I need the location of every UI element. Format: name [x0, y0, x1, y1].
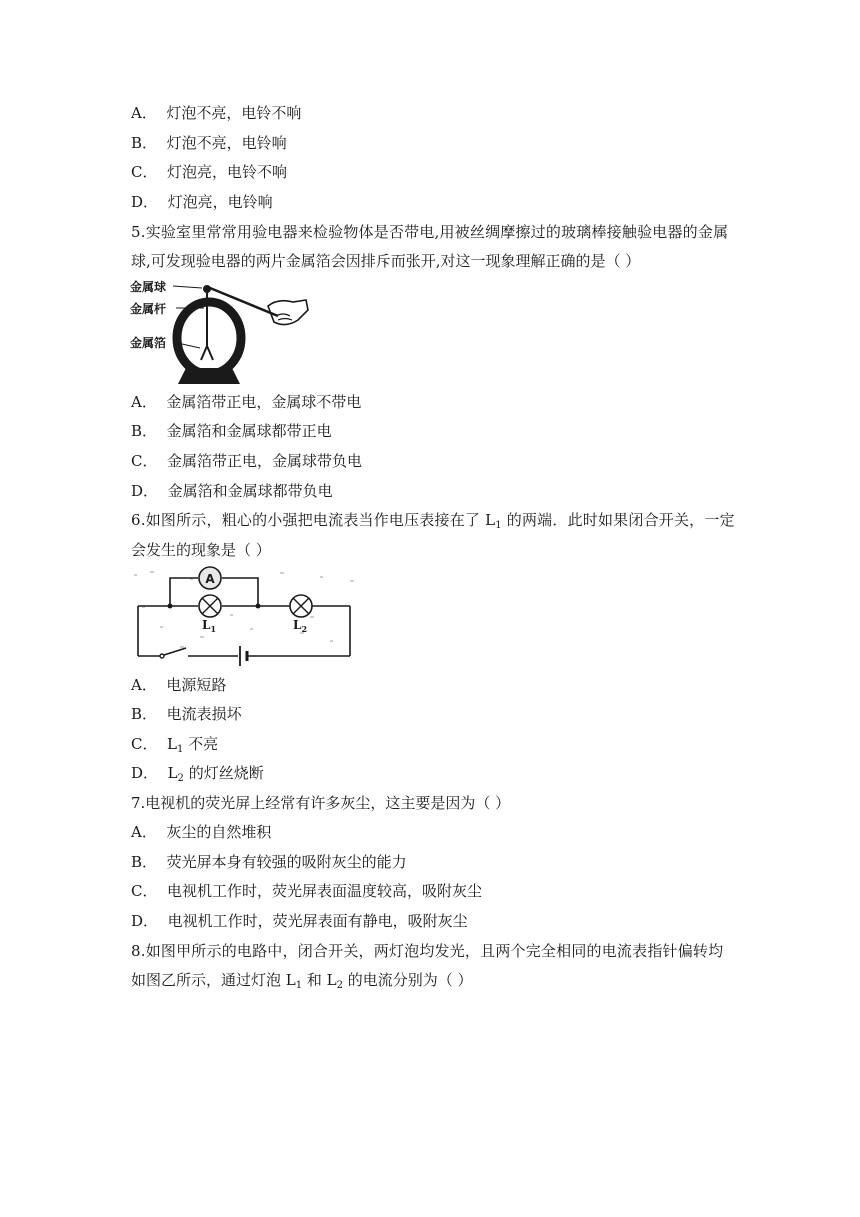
q6-option-b: B． 电流表损坏	[131, 705, 242, 723]
lamp-l2-label: $L_2$	[293, 618, 308, 634]
q4-option-c: C． 灯泡亮，电铃不响	[131, 163, 288, 181]
label-metal-rod: 金属杆	[130, 302, 167, 316]
q7-option-d: D． 电视机工作时，荧光屏表面有静电，吸附灰尘	[131, 912, 468, 930]
label-metal-ball: 金属球	[130, 280, 167, 294]
q5-stem-line1: 5.实验室里常常用验电器来检验物体是否带电,用被丝绸摩擦过的玻璃棒接触验电器的金属	[131, 223, 729, 241]
q8-stem-line1: 8.如图甲所示的电路中，闭合开关，两灯泡均发光，且两个完全相同的电流表指针偏转均	[131, 942, 724, 960]
ammeter-label: A	[205, 572, 215, 586]
q5-option-c: C． 金属箔带正电，金属球带负电	[131, 452, 363, 470]
q6-option-a: A． 电源短路	[131, 676, 227, 694]
electroscope-figure	[128, 276, 313, 386]
q5-stem-line2: 球,可发现验电器的两片金属箔会因排斥而张开,对这一现象理解正确的是（ ）	[131, 252, 641, 270]
switch-icon	[164, 648, 186, 655]
q7-stem: 7.电视机的荧光屏上经常有许多灰尘，这主要是因为（ ）	[131, 794, 511, 812]
q4-option-d: D． 灯泡亮，电铃响	[131, 193, 273, 211]
q6-option-c: C． $L_1$ 不亮	[131, 735, 219, 755]
q6-stem-line2: 会发生的现象是（ ）	[131, 541, 271, 559]
circuit-figure	[130, 566, 364, 666]
q6-option-d: D． $L_2$ 的灯丝烧断	[131, 764, 264, 784]
lamp-l1-label: $L_1$	[202, 618, 217, 634]
q8-stem-line2: 如图乙所示，通过灯泡 $L_1$ 和 $L_2$ 的电流分别为（ ）	[131, 971, 473, 991]
q5-option-a: A． 金属箔带正电，金属球不带电	[131, 393, 362, 411]
lamp-l1	[199, 595, 221, 617]
q5-option-b: B． 金属箔和金属球都带正电	[131, 422, 332, 440]
q7-option-c: C． 电视机工作时，荧光屏表面温度较高，吸附灰尘	[131, 882, 483, 900]
q5-option-d: D． 金属箔和金属球都带负电	[131, 482, 333, 500]
q4-option-a: A． 灯泡不亮，电铃不响	[131, 104, 302, 122]
q6-stem-line1: 6.如图所示，粗心的小强把电流表当作电压表接在了 $L_1$ 的两端．此时如果闭合开关，一定	[131, 511, 735, 531]
q7-option-a: A． 灰尘的自然堆积	[131, 823, 272, 841]
label-metal-foil: 金属箔	[130, 336, 167, 350]
q7-option-b: B． 荧光屏本身有较强的吸附灰尘的能力	[131, 853, 407, 871]
q4-option-b: B． 灯泡不亮，电铃响	[131, 134, 287, 152]
lamp-l2	[290, 595, 312, 617]
